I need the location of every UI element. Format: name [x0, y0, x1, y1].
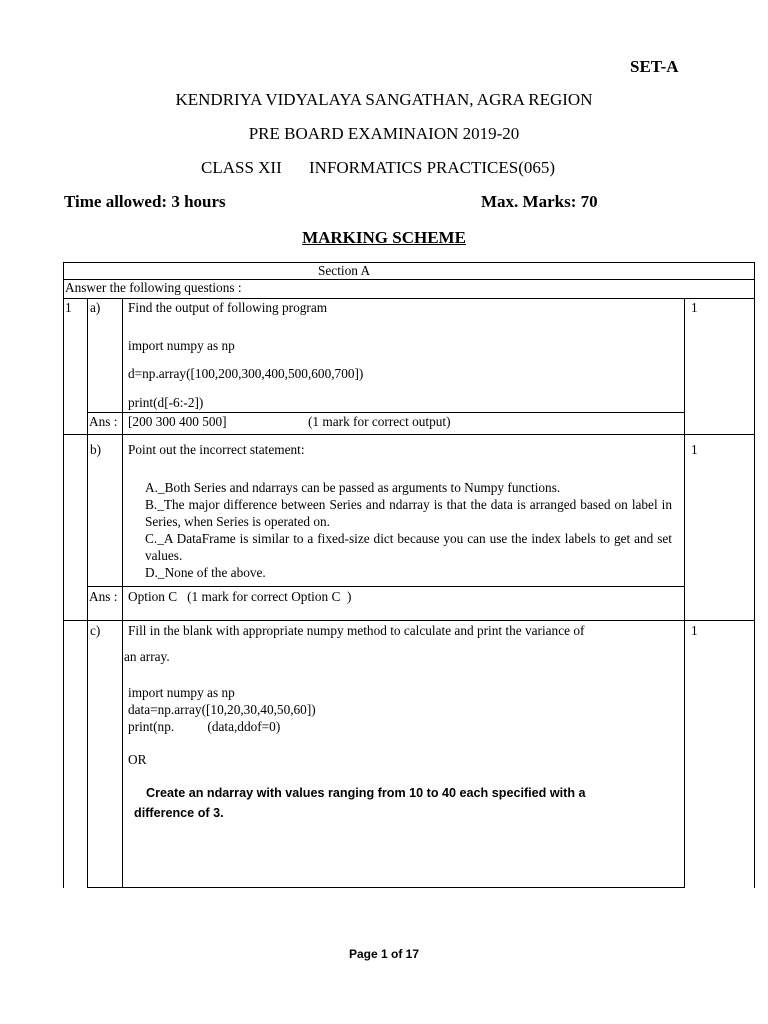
part-c-alt-question: Create an ndarray with values ranging from 10 to 40 each specified with a — [146, 786, 586, 800]
organization-title: KENDRIYA VIDYALAYA SANGATHAN, AGRA REGION — [175, 90, 593, 109]
part-c-question-cont: an array. — [124, 649, 170, 664]
part-c-code-line: import numpy as np — [128, 685, 235, 700]
part-a-code-line: import numpy as np — [128, 338, 235, 353]
part-c-or-label: OR — [128, 752, 147, 767]
part-c-question: Fill in the blank with appropriate numpy method to calculate and print the variance of — [128, 623, 585, 638]
exam-title: PRE BOARD EXAMINAION 2019-20 — [248, 124, 520, 143]
part-b-option: C._A DataFrame is similar to a fixed-size dict because you can use the index labels to get and set values. — [145, 531, 672, 563]
part-a-answer-note: (1 mark for correct output) — [308, 414, 451, 429]
time-allowed: Time allowed: 3 hours — [64, 192, 226, 211]
part-b-marks: 1 — [691, 442, 698, 457]
part-c-label: c) — [90, 623, 101, 638]
part-a-marks: 1 — [691, 300, 698, 315]
part-a-ans-label: Ans : — [89, 414, 118, 429]
section-instruction: Answer the following questions : — [65, 280, 242, 295]
part-b-answer: Option C (1 mark for correct Option C ) — [128, 589, 352, 604]
part-b-ans-label: Ans : — [89, 589, 118, 604]
part-b-label: b) — [90, 442, 102, 457]
subject-label: INFORMATICS PRACTICES(065) — [309, 158, 556, 177]
document-title: MARKING SCHEME — [302, 228, 466, 247]
page-number: Page 1 of 17 — [348, 947, 420, 961]
part-c-alt-question-cont: difference of 3. — [134, 806, 224, 820]
part-c-code-line: print(np. (data,ddof=0) — [128, 719, 281, 734]
part-a-answer: [200 300 400 500] — [128, 414, 227, 429]
part-b-option: D._None of the above. — [145, 565, 266, 580]
part-b-question: Point out the incorrect statement: — [128, 442, 305, 457]
part-c-marks: 1 — [691, 623, 698, 638]
question-number: 1 — [65, 300, 72, 315]
max-marks: Max. Marks: 70 — [481, 192, 598, 211]
part-b-option: B._The major difference between Series and ndarray is that the data is arranged based on label in Series, when Series is operated on. — [145, 497, 672, 529]
part-a-code-line: d=np.array([100,200,300,400,500,600,700]) — [128, 366, 364, 381]
part-b-option: A._Both Series and ndarrays can be passed as arguments to Numpy functions. — [145, 480, 561, 495]
class-label: CLASS XII — [201, 158, 282, 177]
part-c-code-line: data=np.array([10,20,30,40,50,60]) — [128, 702, 316, 717]
part-a-question: Find the output of following program — [128, 300, 328, 315]
section-title: Section A — [318, 263, 371, 278]
part-a-label: a) — [90, 300, 101, 315]
part-a-code-line: print(d[-6:-2]) — [128, 395, 204, 410]
set-label: SET-A — [630, 57, 679, 76]
